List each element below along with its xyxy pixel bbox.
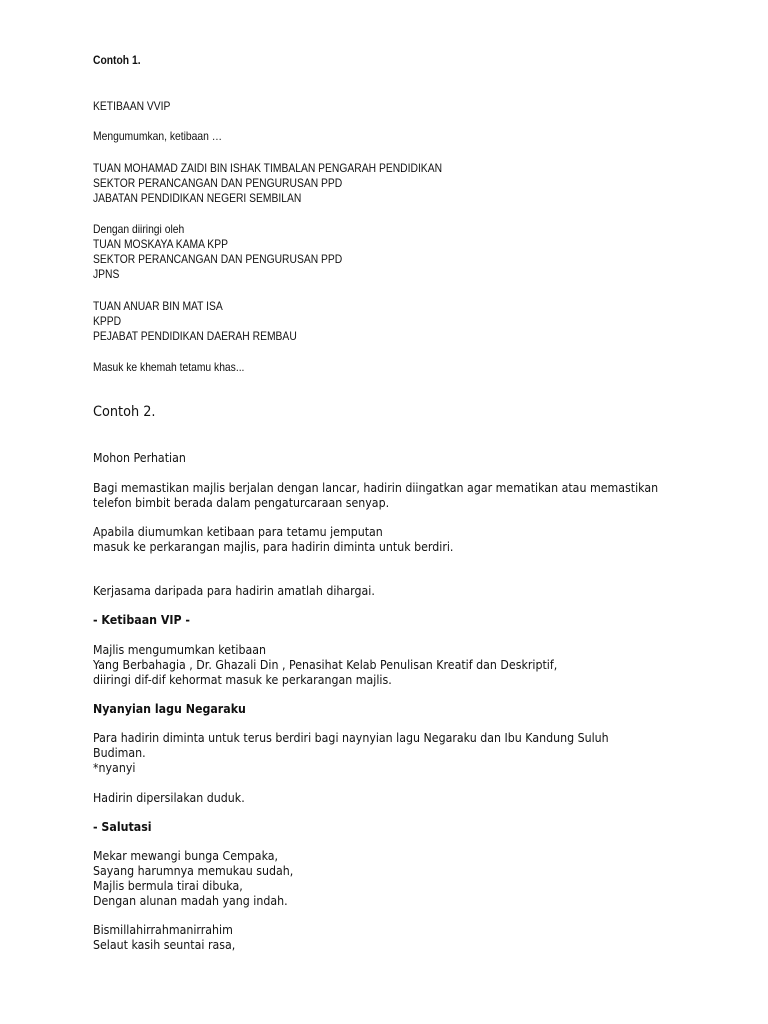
contoh-2-title: Contoh 2.: [93, 404, 156, 420]
guest3-line-1: TUAN ANUAR BIN MAT ISA: [93, 299, 223, 313]
duduk-line: Hadirin dipersilakan duduk.: [93, 791, 245, 805]
vip-line-1: Majlis mengumumkan ketibaan: [93, 643, 267, 657]
guest3-line-3: PEJABAT PENDIDIKAN DAERAH REMBAU: [93, 329, 297, 343]
pantun-line-2: Sayang harumnya memukau sudah,: [93, 864, 294, 878]
vip-line-3: diiringi dif-dif kehormat masuk ke perkarangan majlis.: [93, 673, 392, 687]
pantun-line-3: Majlis bermula tirai dibuka,: [93, 879, 243, 893]
contoh1-closing: Masuk ke khemah tetamu khas...: [93, 360, 245, 374]
guest2-line-2: TUAN MOSKAYA KAMA KPP: [93, 237, 228, 251]
guest2-line-3: SEKTOR PERANCANGAN DAN PENGURUSAN PPD: [93, 252, 343, 266]
pantun-line-1: Mekar mewangi bunga Cempaka,: [93, 849, 279, 863]
pantun-line-4: Dengan alunan madah yang indah.: [93, 894, 288, 908]
negaraku-line-2: Budiman.: [93, 746, 146, 760]
guest1-line-1: TUAN MOHAMAD ZAIDI BIN ISHAK TIMBALAN PENGARAH PENDIDIKAN: [93, 161, 443, 175]
para2-line-1: Apabila diumumkan ketibaan para tetamu jemputan: [93, 525, 383, 539]
ketibaan-vvip-heading: KETIBAAN VVIP: [93, 99, 171, 113]
para1-line-1: Bagi memastikan majlis berjalan dengan lancar, hadirin diingatkan agar mematikan atau memastikan: [93, 481, 659, 495]
negaraku-line-3: *nyanyi: [93, 761, 136, 775]
guest2-line-4: JPNS: [93, 267, 120, 281]
closing-line-2: Selaut kasih seuntai rasa,: [93, 938, 236, 952]
contoh-1-title: Contoh 1.: [93, 53, 141, 67]
kerjasama-line: Kerjasama daripada para hadirin amatlah dihargai.: [93, 584, 375, 598]
mohon-perhatian: Mohon Perhatian: [93, 451, 186, 465]
guest3-line-2: KPPD: [93, 314, 122, 328]
guest1-line-2: SEKTOR PERANCANGAN DAN PENGURUSAN PPD: [93, 176, 343, 190]
announce-line: Mengumumkan, ketibaan …: [93, 129, 223, 143]
negaraku-heading: Nyanyian lagu Negaraku: [93, 702, 246, 716]
closing-line-1: Bismillahirrahmanirrahim: [93, 923, 233, 937]
para2-line-2: masuk ke perkarangan majlis, para hadirin diminta untuk berdiri.: [93, 540, 454, 554]
ketibaan-vip-heading: - Ketibaan VIP -: [93, 613, 191, 627]
negaraku-line-1: Para hadirin diminta untuk terus berdiri bagi naynyian lagu Negaraku dan Ibu Kandung Suluh: [93, 731, 609, 745]
salutasi-heading: - Salutasi: [93, 820, 152, 834]
guest1-line-3: JABATAN PENDIDIKAN NEGERI SEMBILAN: [93, 191, 302, 205]
vip-line-2: Yang Berbahagia , Dr. Ghazali Din , Penasihat Kelab Penulisan Kreatif dan Deskriptif,: [93, 658, 558, 672]
guest2-line-1: Dengan diiringi oleh: [93, 222, 185, 236]
para1-line-2: telefon bimbit berada dalam pengaturcaraan senyap.: [93, 496, 390, 510]
